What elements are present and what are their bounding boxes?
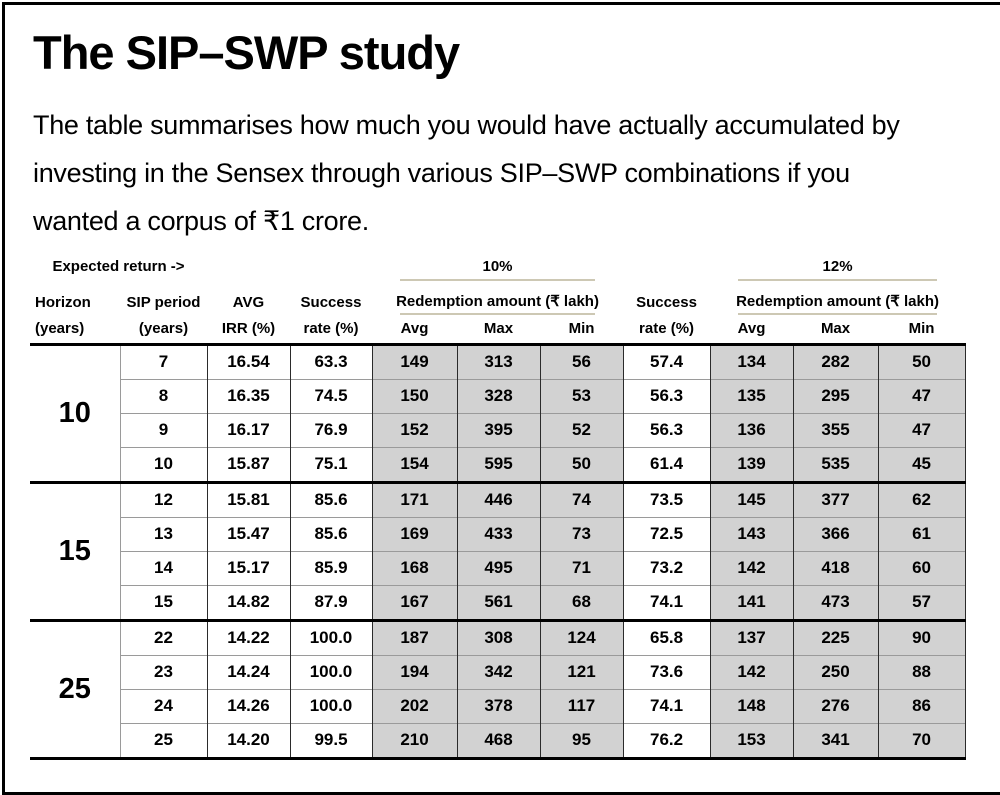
table-cell: 152 <box>372 413 457 447</box>
horizon-cell: 25 <box>30 620 120 758</box>
table-cell: 14.26 <box>207 689 290 723</box>
col-header-max-12: Max <box>793 315 878 345</box>
table-cell: 56.3 <box>623 379 710 413</box>
intro-line: investing in the Sensex through various SIP–SWP combinations if you <box>33 157 850 188</box>
table-cell: 24 <box>120 689 207 723</box>
table-cell: 68 <box>540 585 623 620</box>
header-spacer <box>623 247 710 281</box>
table-cell: 15 <box>120 585 207 620</box>
table-cell: 139 <box>710 447 793 482</box>
table-cell: 16.17 <box>207 413 290 447</box>
table-cell: 100.0 <box>290 655 372 689</box>
table-cell: 153 <box>710 723 793 758</box>
table-cell: 56 <box>540 344 623 379</box>
table-cell: 61 <box>878 517 965 551</box>
group-12-label-cell <box>710 281 965 315</box>
table-cell: 72.5 <box>623 517 710 551</box>
table-cell: 85.6 <box>290 482 372 517</box>
table-cell: 62 <box>878 482 965 517</box>
col-header-success-rate-10: Success <box>300 293 362 311</box>
table-row <box>30 344 965 379</box>
table-cell: 50 <box>878 344 965 379</box>
table-cell: 85.6 <box>290 517 372 551</box>
intro-paragraph <box>33 101 958 245</box>
table-row <box>30 447 965 482</box>
table-cell: 395 <box>457 413 540 447</box>
table-cell: 148 <box>710 689 793 723</box>
table-cell: 295 <box>793 379 878 413</box>
table-cell: 87.9 <box>290 585 372 620</box>
table-cell: 535 <box>793 447 878 482</box>
table-cell: 313 <box>457 344 540 379</box>
table-cell: 22 <box>120 620 207 655</box>
table-cell: 53 <box>540 379 623 413</box>
table-cell: 473 <box>793 585 878 620</box>
table-cell: 250 <box>793 655 878 689</box>
table-row <box>30 723 965 758</box>
table-cell: 342 <box>457 655 540 689</box>
table-cell: 595 <box>457 447 540 482</box>
table-cell: 135 <box>710 379 793 413</box>
table-cell: 121 <box>540 655 623 689</box>
table-cell: 73.5 <box>623 482 710 517</box>
col-header-sip-period-units: (years) <box>120 315 207 345</box>
table-cell: 74 <box>540 482 623 517</box>
table-row <box>30 655 965 689</box>
table-cell: 169 <box>372 517 457 551</box>
table-cell: 194 <box>372 655 457 689</box>
table-cell: 136 <box>710 413 793 447</box>
table-cell: 71 <box>540 551 623 585</box>
table-cell: 149 <box>372 344 457 379</box>
table-cell: 446 <box>457 482 540 517</box>
table-cell: 418 <box>793 551 878 585</box>
table-cell: 366 <box>793 517 878 551</box>
table-cell: 74.1 <box>623 585 710 620</box>
table-cell: 57 <box>878 585 965 620</box>
table-row <box>30 620 965 655</box>
table-cell: 308 <box>457 620 540 655</box>
col-header-sip-period: SIP period <box>126 293 201 311</box>
table-cell: 100.0 <box>290 689 372 723</box>
col-header-horizon: Horizon <box>35 293 91 311</box>
table-cell: 341 <box>793 723 878 758</box>
table-cell: 47 <box>878 379 965 413</box>
article-frame <box>2 2 1000 795</box>
intro-line: The table summarises how much you would have actually accumulated by <box>33 109 900 140</box>
table-cell: 95 <box>540 723 623 758</box>
header-row-groups <box>30 247 965 281</box>
table-cell: 355 <box>793 413 878 447</box>
col-header-avg-irr-units: IRR (%) <box>207 315 290 345</box>
col-header-success-rate-units: rate (%) <box>623 315 710 345</box>
table-cell: 15.17 <box>207 551 290 585</box>
table-body <box>30 344 965 758</box>
table-cell: 73.6 <box>623 655 710 689</box>
col-header-horizon-units: (years) <box>30 315 120 345</box>
sip-swp-table <box>30 247 966 760</box>
group-10-label-cell <box>372 281 623 315</box>
group-10-label: Redemption amount (₹ lakh) <box>396 292 599 310</box>
table-cell: 141 <box>710 585 793 620</box>
table-cell: 74.5 <box>290 379 372 413</box>
table-row <box>30 585 965 620</box>
table-cell: 65.8 <box>623 620 710 655</box>
table-cell: 117 <box>540 689 623 723</box>
table-cell: 14 <box>120 551 207 585</box>
table-cell: 328 <box>457 379 540 413</box>
table-cell: 154 <box>372 447 457 482</box>
table-cell: 143 <box>710 517 793 551</box>
table-cell: 16.35 <box>207 379 290 413</box>
table-cell: 76.2 <box>623 723 710 758</box>
col-header-min-10: Min <box>540 315 623 345</box>
table-row <box>30 482 965 517</box>
table-cell: 468 <box>457 723 540 758</box>
table-cell: 15.81 <box>207 482 290 517</box>
table-cell: 85.9 <box>290 551 372 585</box>
table-cell: 150 <box>372 379 457 413</box>
table-cell: 13 <box>120 517 207 551</box>
table-cell: 47 <box>878 413 965 447</box>
intro-line: wanted a corpus of ₹1 crore. <box>33 205 369 236</box>
table-cell: 14.20 <box>207 723 290 758</box>
table-cell: 171 <box>372 482 457 517</box>
table-cell: 16.54 <box>207 344 290 379</box>
table-cell: 187 <box>372 620 457 655</box>
table-cell: 45 <box>878 447 965 482</box>
col-header-max-10: Max <box>457 315 540 345</box>
table-cell: 99.5 <box>290 723 372 758</box>
table-cell: 75.1 <box>290 447 372 482</box>
table-cell: 73 <box>540 517 623 551</box>
table-cell: 90 <box>878 620 965 655</box>
table-cell: 377 <box>793 482 878 517</box>
table-cell: 63.3 <box>290 344 372 379</box>
header-spacer <box>207 247 290 281</box>
col-header-avg-12: Avg <box>710 315 793 345</box>
table-cell: 210 <box>372 723 457 758</box>
table-cell: 168 <box>372 551 457 585</box>
table-header <box>30 247 965 345</box>
col-header-success-rate-12: Success <box>636 293 697 311</box>
group-10-header <box>372 247 623 281</box>
group-12-percent: 12% <box>822 257 853 275</box>
table-cell: 25 <box>120 723 207 758</box>
page-title: The SIP–SWP study <box>33 26 460 79</box>
table-cell: 73.2 <box>623 551 710 585</box>
col-header-min-12: Min <box>878 315 965 345</box>
table-cell: 74.1 <box>623 689 710 723</box>
table-row <box>30 413 965 447</box>
table-cell: 134 <box>710 344 793 379</box>
table-cell: 14.22 <box>207 620 290 655</box>
table-cell: 14.24 <box>207 655 290 689</box>
group-12-header <box>710 247 965 281</box>
table-cell: 7 <box>120 344 207 379</box>
table-cell: 378 <box>457 689 540 723</box>
table-row <box>30 517 965 551</box>
group-12-label: Redemption amount (₹ lakh) <box>736 292 939 310</box>
table-cell: 137 <box>710 620 793 655</box>
horizon-cell: 10 <box>30 344 120 482</box>
table-cell: 167 <box>372 585 457 620</box>
col-header-avg-irr: AVG <box>232 293 265 311</box>
table-cell: 15.47 <box>207 517 290 551</box>
table-cell: 88 <box>878 655 965 689</box>
table-cell: 70 <box>878 723 965 758</box>
table-cell: 276 <box>793 689 878 723</box>
table-cell: 14.82 <box>207 585 290 620</box>
table-cell: 57.4 <box>623 344 710 379</box>
table-cell: 15.87 <box>207 447 290 482</box>
table-cell: 50 <box>540 447 623 482</box>
table-cell: 52 <box>540 413 623 447</box>
table-cell: 9 <box>120 413 207 447</box>
col-header-success-rate-units: rate (%) <box>290 315 372 345</box>
table-cell: 8 <box>120 379 207 413</box>
table-cell: 495 <box>457 551 540 585</box>
table-row <box>30 551 965 585</box>
table-cell: 561 <box>457 585 540 620</box>
expected-return-label: Expected return -> <box>52 257 185 275</box>
table-cell: 56.3 <box>623 413 710 447</box>
table-row <box>30 379 965 413</box>
table-cell: 225 <box>793 620 878 655</box>
horizon-cell: 15 <box>30 482 120 620</box>
header-spacer <box>290 247 372 281</box>
table-cell: 142 <box>710 655 793 689</box>
table-cell: 145 <box>710 482 793 517</box>
table-cell: 124 <box>540 620 623 655</box>
table-cell: 100.0 <box>290 620 372 655</box>
table-cell: 12 <box>120 482 207 517</box>
table-cell: 282 <box>793 344 878 379</box>
table-cell: 86 <box>878 689 965 723</box>
table-cell: 76.9 <box>290 413 372 447</box>
col-header-avg-10: Avg <box>372 315 457 345</box>
table-cell: 60 <box>878 551 965 585</box>
header-row-units <box>30 315 965 345</box>
table-cell: 23 <box>120 655 207 689</box>
table-cell: 142 <box>710 551 793 585</box>
table-cell: 61.4 <box>623 447 710 482</box>
table-row <box>30 689 965 723</box>
group-10-percent: 10% <box>482 257 513 275</box>
table-cell: 202 <box>372 689 457 723</box>
header-row-labels <box>30 281 965 315</box>
table-cell: 433 <box>457 517 540 551</box>
table-cell: 10 <box>120 447 207 482</box>
